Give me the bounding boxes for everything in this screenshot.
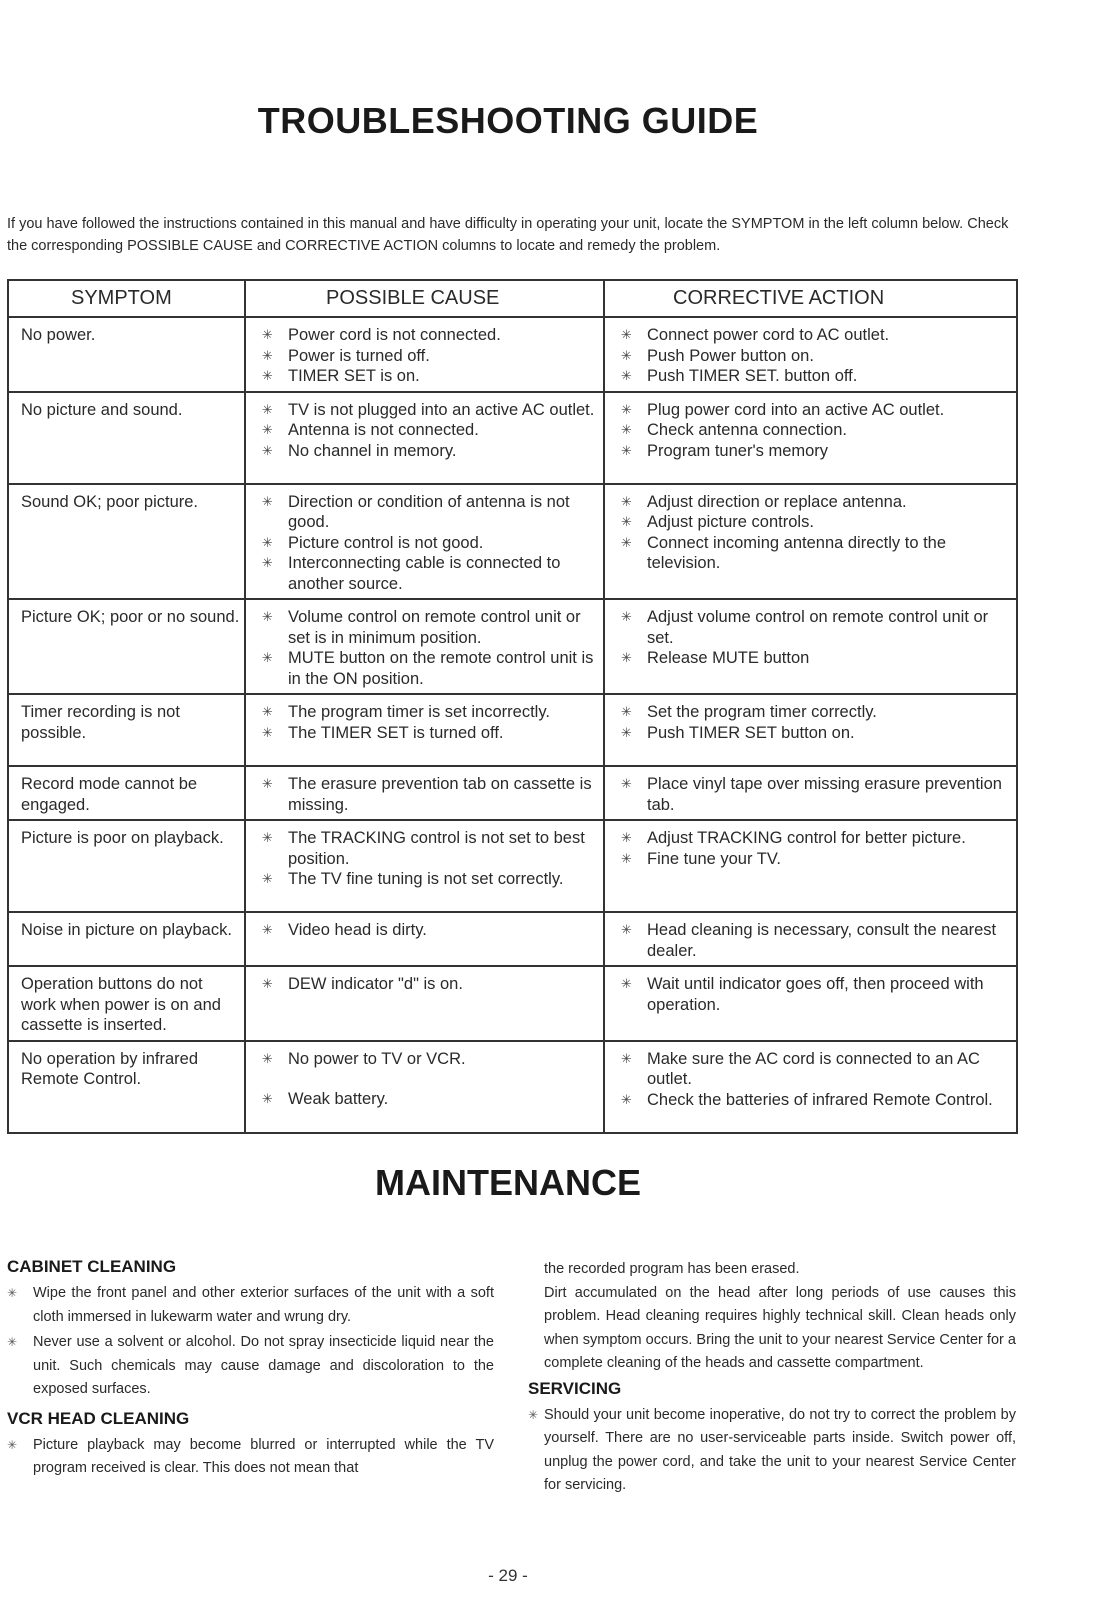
cause-list	[256, 492, 603, 595]
possible-cause-cell	[245, 317, 604, 392]
symptom-cell: Picture is poor on playback.	[8, 820, 245, 912]
action-list	[615, 920, 1016, 961]
action-item: ✳ Set the program timer correctly.	[615, 702, 1016, 723]
action-item: ✳ Make sure the AC cord is connected to an AC outlet.	[615, 1049, 1016, 1090]
symptom-cell: Picture OK; poor or no sound.	[8, 599, 245, 694]
cause-item: ✳ DEW indicator "d" is on.	[256, 974, 603, 995]
cabinet-cleaning-item: ✳ Never use a solvent or alcohol. Do not spray insecticide liquid near the unit. Such chemicals may cause damage and discoloration to the exposed surfaces.	[7, 1331, 494, 1402]
action-item: ✳ Release MUTE button	[615, 648, 1016, 669]
cause-item: ✳ Power cord is not connected.	[256, 325, 603, 346]
action-list	[615, 828, 1016, 869]
vcr-head-cleaning-paragraph: Dirt accumulated on the head after long periods of use causes this problem. Head cleaning requires highly technical skill. Clean heads only when symptom occurs. Bring the unit to your nearest Service Center for a complete cleaning of the heads and cassette compartment.	[544, 1284, 1016, 1371]
header-corrective-action: CORRECTIVE ACTION	[604, 280, 1017, 317]
table-row	[8, 766, 1017, 820]
cause-list	[256, 920, 603, 941]
symptom-cell: Record mode cannot be engaged.	[8, 766, 245, 820]
action-list	[615, 492, 1016, 574]
cabinet-cleaning-item: ✳ Wipe the front panel and other exterior surfaces of the unit with a soft cloth immersed in lukewarm water and wrung dry.	[7, 1282, 494, 1329]
possible-cause-cell	[245, 599, 604, 694]
corrective-action-cell	[604, 694, 1017, 766]
corrective-action-cell	[604, 484, 1017, 600]
cause-list	[256, 828, 603, 890]
corrective-action-cell	[604, 599, 1017, 694]
action-item: ✳ Adjust direction or replace antenna.	[615, 492, 1016, 513]
action-item: ✳ Check antenna connection.	[615, 420, 1016, 441]
action-item: ✳ Push TIMER SET. button off.	[615, 366, 1016, 387]
possible-cause-cell	[245, 912, 604, 966]
possible-cause-cell	[245, 392, 604, 484]
table-header-row	[8, 280, 1017, 317]
cause-item: ✳ Volume control on remote control unit or set is in minimum position.	[256, 607, 603, 648]
corrective-action-cell	[604, 317, 1017, 392]
cause-item: ✳ Antenna is not connected.	[256, 420, 603, 441]
action-item: ✳ Push Power button on.	[615, 346, 1016, 367]
symptom-cell: Operation buttons do not work when power is on and cassette is inserted.	[8, 966, 245, 1041]
possible-cause-cell	[245, 484, 604, 600]
cause-list	[256, 607, 603, 689]
cause-item: ✳ The erasure prevention tab on cassette is missing.	[256, 774, 603, 815]
cause-list	[256, 1049, 603, 1110]
maintenance-right-column	[528, 1258, 1016, 1500]
cause-list	[256, 400, 603, 462]
possible-cause-cell	[245, 1041, 604, 1133]
page-number: - 29 -	[488, 1566, 528, 1585]
action-item: ✳ Place vinyl tape over missing erasure prevention tab.	[615, 774, 1016, 815]
cause-item: ✳ The TIMER SET is turned off.	[256, 723, 603, 744]
symptom-cell: No power.	[8, 317, 245, 392]
possible-cause-cell	[245, 694, 604, 766]
action-item: ✳ Wait until indicator goes off, then proceed with operation.	[615, 974, 1016, 1015]
table-row	[8, 317, 1017, 392]
cause-item: ✳ MUTE button on the remote control unit is in the ON position.	[256, 648, 603, 689]
table-row	[8, 966, 1017, 1041]
cause-item: ✳ Video head is dirty.	[256, 920, 603, 941]
vcr-head-cleaning-heading: VCR HEAD CLEANING	[7, 1408, 190, 1428]
troubleshooting-table	[7, 279, 1018, 1134]
table-row	[8, 484, 1017, 600]
action-item: ✳ Push TIMER SET button on.	[615, 723, 1016, 744]
maintenance-title: MAINTENANCE	[375, 1162, 641, 1203]
action-list	[615, 325, 1016, 387]
symptom-cell: Timer recording is not possible.	[8, 694, 245, 766]
symptom-cell: Noise in picture on playback.	[8, 912, 245, 966]
table-row	[8, 392, 1017, 484]
action-item: ✳ Plug power cord into an active AC outlet.	[615, 400, 1016, 421]
symptom-cell: Sound OK; poor picture.	[8, 484, 245, 600]
action-item: ✳ Connect power cord to AC outlet.	[615, 325, 1016, 346]
header-symptom: SYMPTOM	[8, 280, 245, 317]
action-item: ✳ Adjust volume control on remote control unit or set.	[615, 607, 1016, 648]
corrective-action-cell	[604, 966, 1017, 1041]
cause-item: ✳ The TRACKING control is not set to best position.	[256, 828, 603, 869]
possible-cause-cell	[245, 820, 604, 912]
possible-cause-cell	[245, 966, 604, 1041]
symptom-cell: No operation by infrared Remote Control.	[8, 1041, 245, 1133]
action-list	[615, 607, 1016, 669]
cause-list	[256, 974, 603, 995]
action-list	[615, 774, 1016, 815]
corrective-action-cell	[604, 766, 1017, 820]
action-item: ✳ Program tuner's memory	[615, 441, 1016, 462]
action-item: ✳ Adjust picture controls.	[615, 512, 1016, 533]
table-row	[8, 599, 1017, 694]
cause-list	[256, 774, 603, 815]
action-list	[615, 974, 1016, 1015]
cause-item: ✳ No channel in memory.	[256, 441, 603, 462]
corrective-action-cell	[604, 1041, 1017, 1133]
table-body	[8, 317, 1017, 1133]
action-item: ✳ Connect incoming antenna directly to the television.	[615, 533, 1016, 574]
corrective-action-cell	[604, 392, 1017, 484]
table-row	[8, 912, 1017, 966]
corrective-action-cell	[604, 820, 1017, 912]
cause-item: ✳ TIMER SET is on.	[256, 366, 603, 387]
maintenance-left-column	[7, 1256, 494, 1483]
servicing-item: ✳ Should your unit become inoperative, do not try to correct the problem by yourself. There are no user-serviceable parts inside. Switch power off, unplug the power cord, and take the unit to your nearest Service Center for servicing.	[528, 1404, 1016, 1498]
action-list	[615, 702, 1016, 743]
action-item: ✳ Check the batteries of infrared Remote Control.	[615, 1090, 1016, 1111]
table-row	[8, 1041, 1017, 1133]
vcr-head-cleaning-item: ✳ Picture playback may become blurred or interrupted while the TV program received is clear. This does not mean that	[7, 1434, 494, 1481]
cause-item: ✳ Power is turned off.	[256, 346, 603, 367]
cause-item: ✳ Picture control is not good.	[256, 533, 603, 554]
cabinet-cleaning-heading: CABINET CLEANING	[7, 1257, 177, 1276]
servicing-heading: SERVICING	[528, 1378, 622, 1398]
cause-item: ✳ No power to TV or VCR.	[256, 1049, 603, 1070]
action-item: ✳ Head cleaning is necessary, consult the nearest dealer.	[615, 920, 1016, 961]
action-item: ✳ Adjust TRACKING control for better picture.	[615, 828, 1016, 849]
corrective-action-cell	[604, 912, 1017, 966]
cause-item: ✳ Weak battery.	[256, 1089, 603, 1110]
cause-item: ✳ Direction or condition of antenna is not good.	[256, 492, 603, 533]
cause-item: ✳ The TV fine tuning is not set correctly.	[256, 869, 603, 890]
cause-item: ✳ The program timer is set incorrectly.	[256, 702, 603, 723]
possible-cause-cell	[245, 766, 604, 820]
table-row	[8, 820, 1017, 912]
cause-item: ✳ TV is not plugged into an active AC outlet.	[256, 400, 603, 421]
symptom-cell: No picture and sound.	[8, 392, 245, 484]
action-list	[615, 1049, 1016, 1111]
intro-text: If you have followed the instructions contained in this manual and have difficulty in operating your unit, locate the SYMPTOM in the left column below. Check the corresponding POSSIBLE CAUSE and CORRECTIVE ACTION columns to locate and remedy the problem.	[7, 215, 1009, 254]
cause-list	[256, 325, 603, 387]
action-list	[615, 400, 1016, 462]
vcr-head-cleaning-continued: the recorded program has been erased.	[544, 1261, 800, 1277]
header-possible-cause: POSSIBLE CAUSE	[245, 280, 604, 317]
page-title: TROUBLESHOOTING GUIDE	[257, 100, 759, 141]
table-row	[8, 694, 1017, 766]
cause-list	[256, 702, 603, 743]
cause-item: ✳ Interconnecting cable is connected to another source.	[256, 553, 603, 594]
action-item: ✳ Fine tune your TV.	[615, 849, 1016, 870]
